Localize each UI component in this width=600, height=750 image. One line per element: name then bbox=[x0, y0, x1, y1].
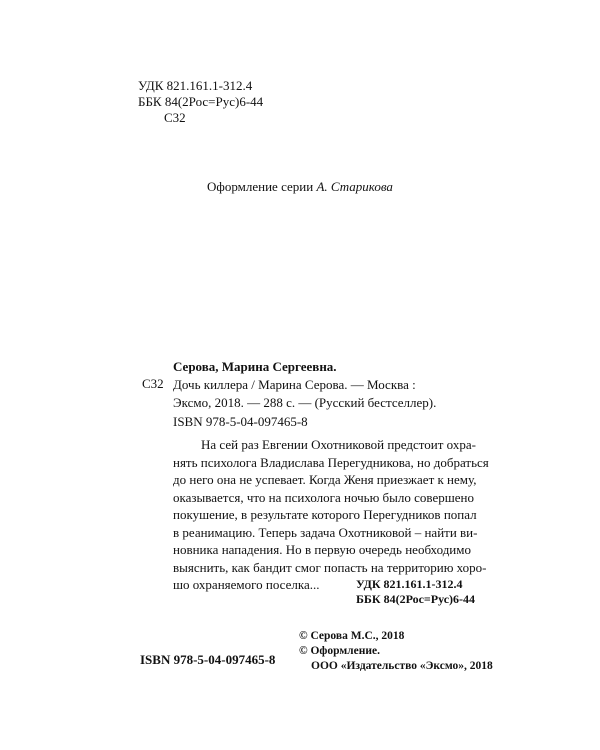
copyright-author: © Серова М.С., 2018 bbox=[299, 630, 405, 642]
record-author-mark: С32 bbox=[142, 376, 164, 391]
catalog-codes-top bbox=[138, 78, 263, 110]
annotation-line: нять психолога Владислава Перегудникова, но добраться bbox=[173, 454, 489, 470]
udk-code: УДК 821.161.1-312.4 bbox=[356, 577, 463, 591]
bibliographic-description bbox=[173, 376, 436, 412]
annotation-line: до него она не успевает. Когда Женя приезжает к нему, bbox=[173, 472, 477, 487]
copyright-design: © Оформление. bbox=[299, 645, 380, 657]
annotation-line: выяснить, как бандит смог попасть на территорию хоро- bbox=[173, 559, 487, 575]
series-prefix: Оформление серии bbox=[207, 179, 314, 194]
copyright-block bbox=[299, 629, 493, 674]
udk-code: УДК 821.161.1-312.4 bbox=[138, 78, 253, 93]
annotation bbox=[173, 436, 489, 594]
annotation-line: в реанимацию. Теперь задача Охотниковой – найти ви- bbox=[173, 524, 478, 540]
series-designer: А. Старикова bbox=[316, 179, 393, 194]
record-isbn: ISBN 978-5-04-097465-8 bbox=[173, 414, 308, 429]
bib-line: Эксмо, 2018. — 288 с. — (Русский бестселлер). bbox=[173, 395, 437, 410]
series-design-credit bbox=[0, 179, 600, 195]
author-mark-top: С32 bbox=[164, 110, 186, 125]
annotation-line: На сей раз Евгении Охотниковой предстоит охра- bbox=[201, 437, 476, 452]
annotation-line: покушение, в результате которого Перегудников попал bbox=[173, 507, 477, 522]
bib-line: Дочь киллера / Марина Серова. — Москва : bbox=[173, 377, 416, 392]
bbk-code: ББК 84(2Рос=Рус)6-44 bbox=[356, 592, 476, 606]
annotation-line: оказывается, что на психолога ночью было совершено bbox=[173, 489, 474, 505]
annotation-line: шо охраняемого поселка... bbox=[173, 577, 320, 592]
record-author: Серова, Марина Сергеевна. bbox=[173, 359, 337, 374]
catalog-codes-bottom bbox=[356, 577, 475, 607]
footer-isbn: ISBN 978-5-04-097465-8 bbox=[140, 652, 276, 667]
bbk-code: ББК 84(2Рос=Рус)6-44 bbox=[138, 94, 264, 109]
annotation-line: новника нападения. Но в первую очередь необходимо bbox=[173, 542, 471, 557]
copyright-publisher: ООО «Издательство «Эксмо», 2018 bbox=[311, 660, 493, 672]
